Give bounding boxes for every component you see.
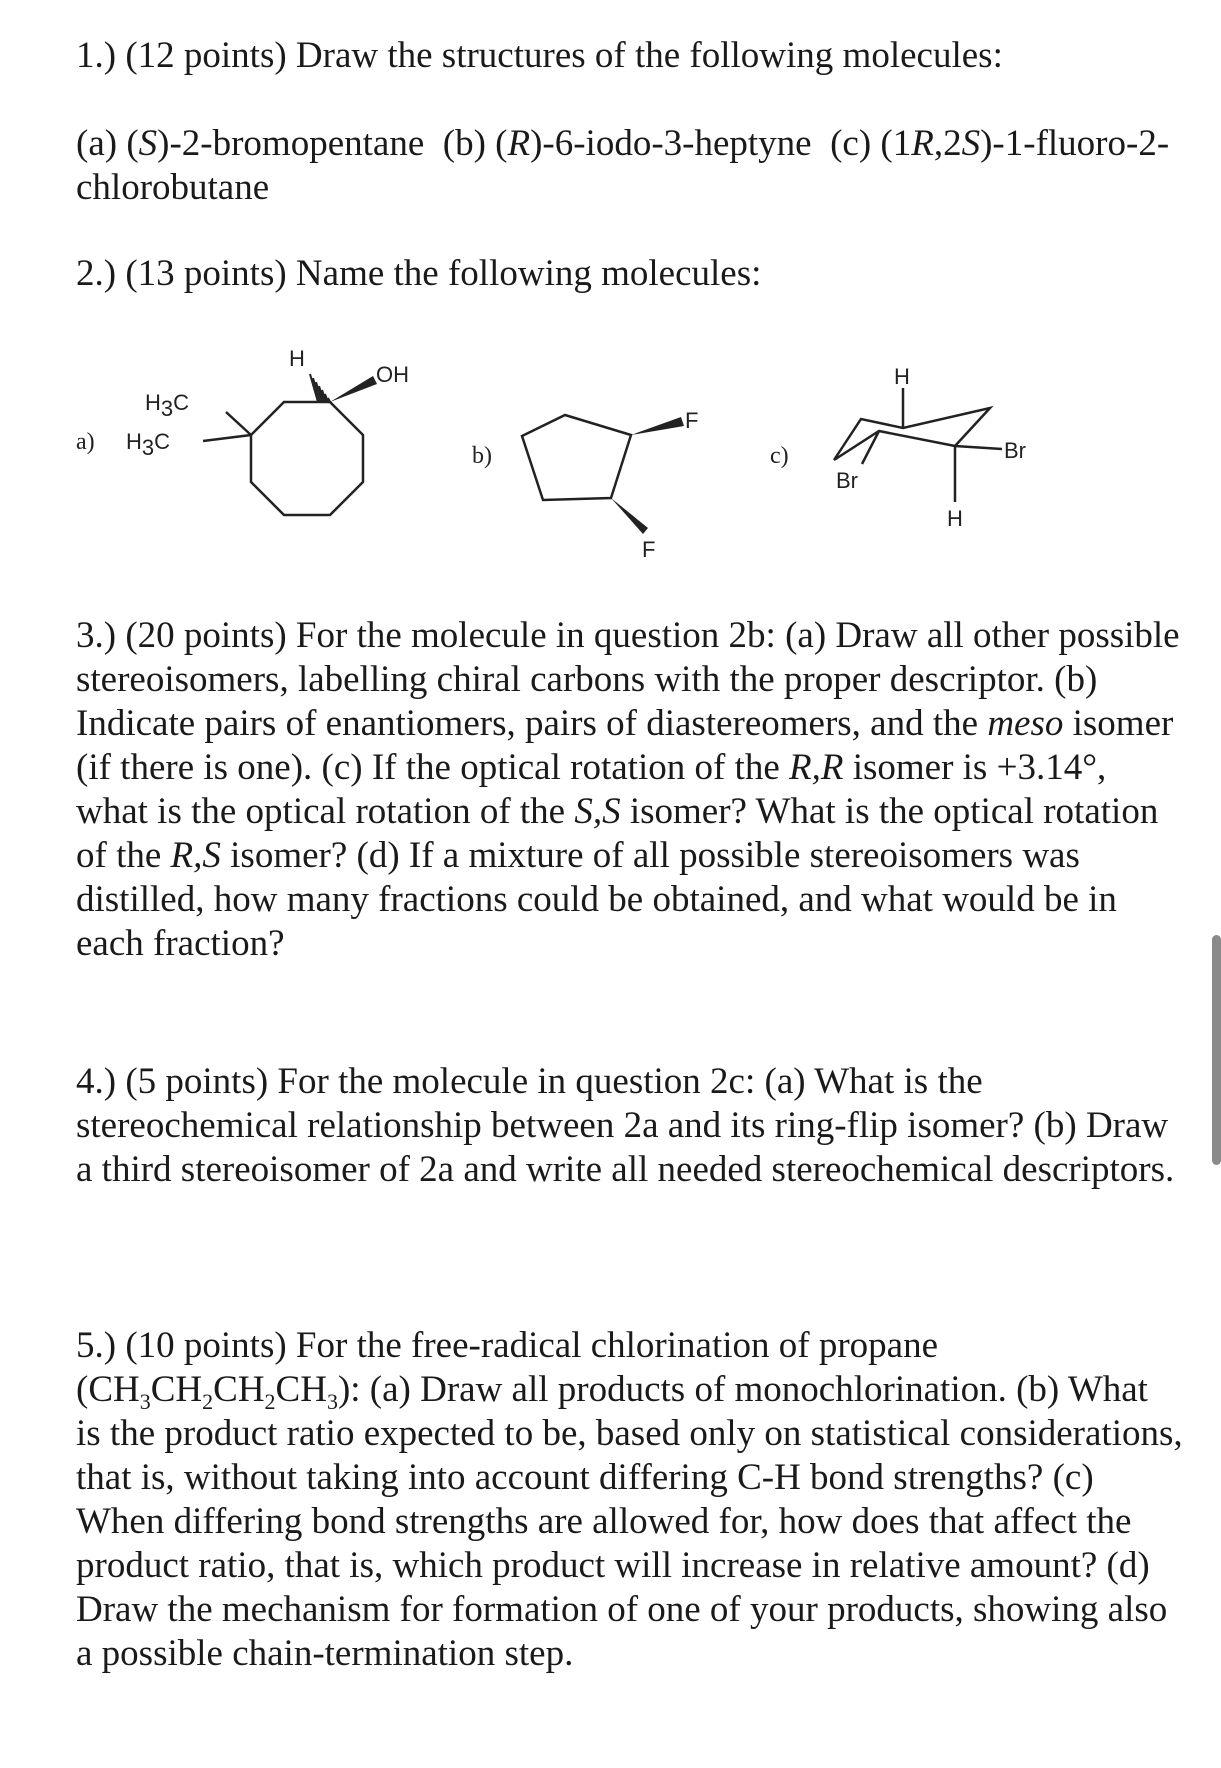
atom-h-2a: H <box>289 346 305 371</box>
q5-line-3: is the product ratio expected to be, based only on statistical considerations, <box>76 1413 1183 1454</box>
label-2b: b) <box>472 443 492 469</box>
q3-line-4: (if there is one). (c) If the optical rotation of the R,R isomer is +3.14°, <box>76 747 1107 788</box>
q1c-name-continued: chlorobutane <box>76 167 270 208</box>
q3-ss: S,S <box>574 791 621 832</box>
question-2-heading <box>76 252 1206 296</box>
cyclopentane-ring <box>522 415 631 500</box>
atom-br-left: Br <box>836 468 858 493</box>
q3-line-1: 3.) (20 points) For the molecule in question 2b: (a) Draw all other possible <box>76 615 1180 656</box>
q2-heading-text: 2.) (13 points) Name the following molecules: <box>76 253 762 294</box>
bond-equatorial-br-right <box>955 446 1002 449</box>
scrollbar-thumb[interactable] <box>1212 935 1221 1165</box>
q5-line-8: a possible chain-termination step. <box>76 1633 574 1674</box>
question-1-heading <box>76 34 1206 78</box>
q3-line-2: stereoisomers, labelling chiral carbons with the proper descriptor. (b) <box>76 659 1098 700</box>
q5-line-5: When differing bond strengths are allowed for, how does that affect the <box>76 1501 1132 1542</box>
bond-methyl-left <box>203 435 251 441</box>
q1a-name: )-2-bromopentane <box>157 123 425 164</box>
q3-line-8: each fraction? <box>76 923 285 964</box>
q1-parts-line1 <box>76 122 1206 166</box>
molecule-2b <box>522 415 631 500</box>
q1b-label: (b) ( <box>442 123 508 164</box>
atom-f-lower: F <box>642 537 656 562</box>
q3-line-5: what is the optical rotation of the S,S isomer? What is the optical rotation <box>76 791 1159 832</box>
q3-line-6: of the R,S isomer? (d) If a mixture of all possible stereoisomers was <box>76 835 1080 876</box>
atom-f-upper: F <box>685 408 699 433</box>
atom-h3c-left: H3C <box>126 429 171 460</box>
cyclooctane-ring <box>251 402 363 515</box>
q5-line-2: $(CH_3CH_2CH_2CH_3)$: (a) Draw all products of monochlorination. (b) What <box>76 1369 1148 1414</box>
atom-h-top: H <box>894 364 910 389</box>
label-2a: a) <box>76 429 95 455</box>
q3-line-7: distilled, how many fractions could be obtained, and what would be in <box>76 879 1117 920</box>
q1c-descriptor-1: R <box>911 123 934 164</box>
question-5 <box>76 1324 1206 1676</box>
q4-line-1: 4.) (5 points) For the molecule in question 2c: (a) What is the <box>76 1061 983 1102</box>
q3-meso: meso <box>987 703 1064 744</box>
hashed-wedge-h <box>310 374 330 402</box>
atom-h-bottom: H <box>947 506 963 531</box>
label-2c: c) <box>770 443 789 469</box>
q3-line-3: Indicate pairs of enantiomers, pairs of diastereomers, and the meso isomer <box>76 703 1174 744</box>
q1a-descriptor: S <box>138 123 158 164</box>
q3-rs: R,S <box>170 835 221 876</box>
atom-br-right: Br <box>1004 438 1026 463</box>
bond-methyl-top <box>226 412 251 435</box>
q5-line-7: Draw the mechanism for formation of one of your products, showing also <box>76 1589 1168 1630</box>
chair-ring <box>834 408 990 460</box>
question-1-parts <box>76 122 1206 210</box>
wedge-bond-f-upper <box>631 417 684 435</box>
atom-oh: OH <box>376 362 409 387</box>
q4-line-3: a third stereoisomer of 2a and write all needed stereochemical descriptors. <box>76 1149 1175 1190</box>
q1b-name: )-6-iodo-3-heptyne <box>530 123 812 164</box>
q5-line-6: product ratio, that is, which product will increase in relative amount? (d) <box>76 1545 1150 1586</box>
q1c-name: )-1-fluoro-2- <box>980 123 1170 164</box>
q1b-descriptor: R <box>507 123 531 164</box>
q5-line-4: that is, without taking into account differing C-H bond strengths? (c) <box>76 1457 1094 1498</box>
molecule-2a <box>203 402 363 515</box>
q3-rr: R,R <box>789 747 844 788</box>
molecule-2c <box>834 388 1002 502</box>
question-3 <box>76 614 1206 966</box>
q1c-label: (c) (1 <box>830 123 912 164</box>
molecule-structures <box>0 320 1221 580</box>
atom-h3c-top: H3C <box>145 390 190 421</box>
wedge-bond-f-lower <box>611 498 648 534</box>
q1a-label: (a) ( <box>76 123 139 164</box>
q5-line-1: 5.) (10 points) For the free-radical chlorination of propane <box>76 1325 939 1366</box>
q1-heading-text: 1.) (12 points) Draw the structures of the following molecules: <box>76 35 1003 76</box>
q4-line-2: stereochemical relationship between 2a and its ring-flip isomer? (b) Draw <box>76 1105 1169 1146</box>
q1c-mid: ,2 <box>933 123 962 164</box>
wedge-bond-oh <box>330 376 377 402</box>
question-4 <box>76 1060 1206 1192</box>
q1c-descriptor-2: S <box>961 123 981 164</box>
